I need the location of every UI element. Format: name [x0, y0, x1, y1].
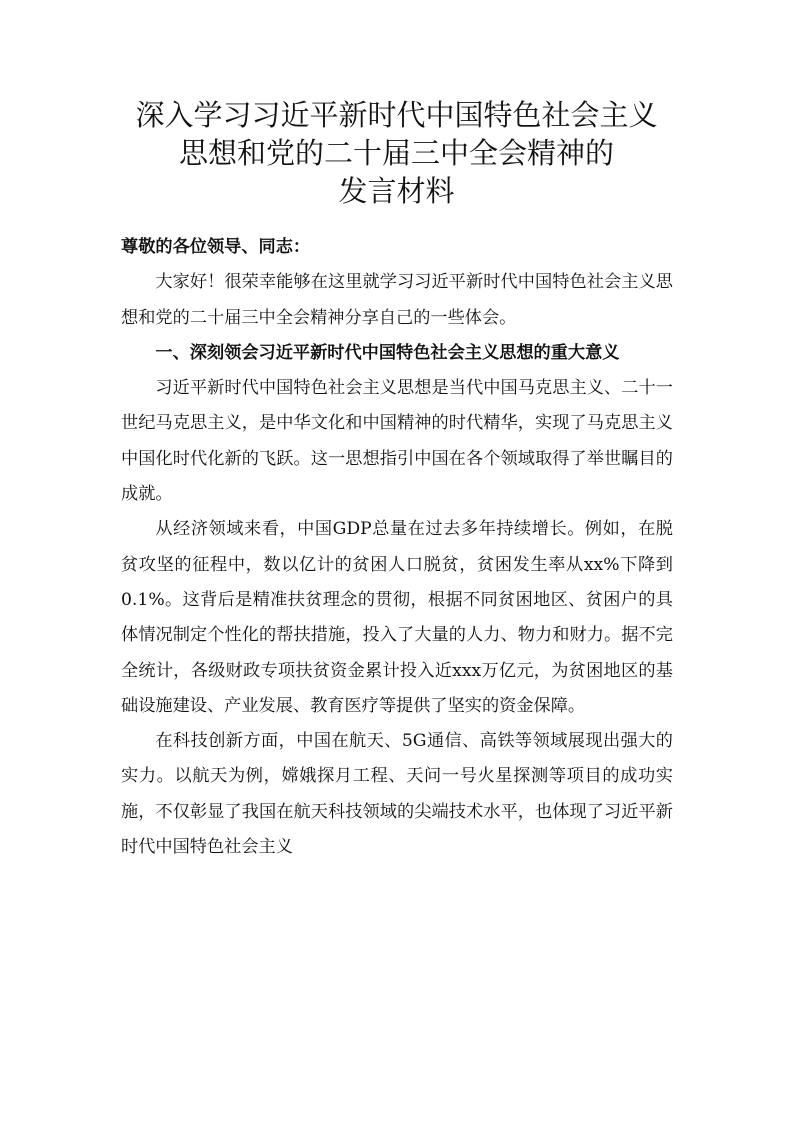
salutation: 尊敬的各位领导、同志：	[121, 237, 311, 257]
section-heading-1: 一、深刻领会习近平新时代中国特色社会主义思想的重大意义	[155, 342, 620, 363]
document-title	[100, 96, 693, 210]
title-line-3: 发言材料	[338, 174, 455, 208]
paragraph-greeting: 大家好！很荣幸能够在这里就学习习近平新时代中国特色社会主义思想和党的二十届三中全会精神分享自己的一些体会。	[121, 272, 673, 328]
paragraph-significance: 习近平新时代中国特色社会主义思想是当代中国马克思主义、二十一世纪马克思主义，是中华文化和中国精神的时代精华，实现了马克思主义中国化时代化新的飞跃。这一思想指引中国在各个领域取得了举世瞩目的成就。	[121, 378, 673, 505]
title-line-1: 深入学习习近平新时代中国特色社会主义	[135, 98, 658, 132]
paragraph-economy: 从经济领域来看，中国GDP总量在过去多年持续增长。例如，在脱贫攻坚的征程中，数以亿计的贫困人口脱贫，贫困发生率从xx%下降到0.1%。这背后是精准扶贫理念的贯彻，根据不同贫困地区、贫困户的具体情况制定个性化的帮扶措施，投入了大量的人力、物力和财力。据不完全统计，各级财政专项扶贫资金累计投入近xxx万亿元，为贫困地区的基础设施建设、产业发展、教育医疗等提供了坚实的资金保障。	[121, 519, 673, 716]
title-line-2: 思想和党的二十届三中全会精神的	[178, 136, 614, 170]
paragraph-technology: 在科技创新方面，中国在航天、5G通信、高铁等领域展现出强大的实力。以航天为例，嫦娥探月工程、天问一号火星探测等项目的成功实施，不仅彰显了我国在航天科技领域的尖端技术水平，也体现了习近平新时代中国特色社会主义	[121, 731, 673, 858]
document-body	[121, 230, 673, 865]
